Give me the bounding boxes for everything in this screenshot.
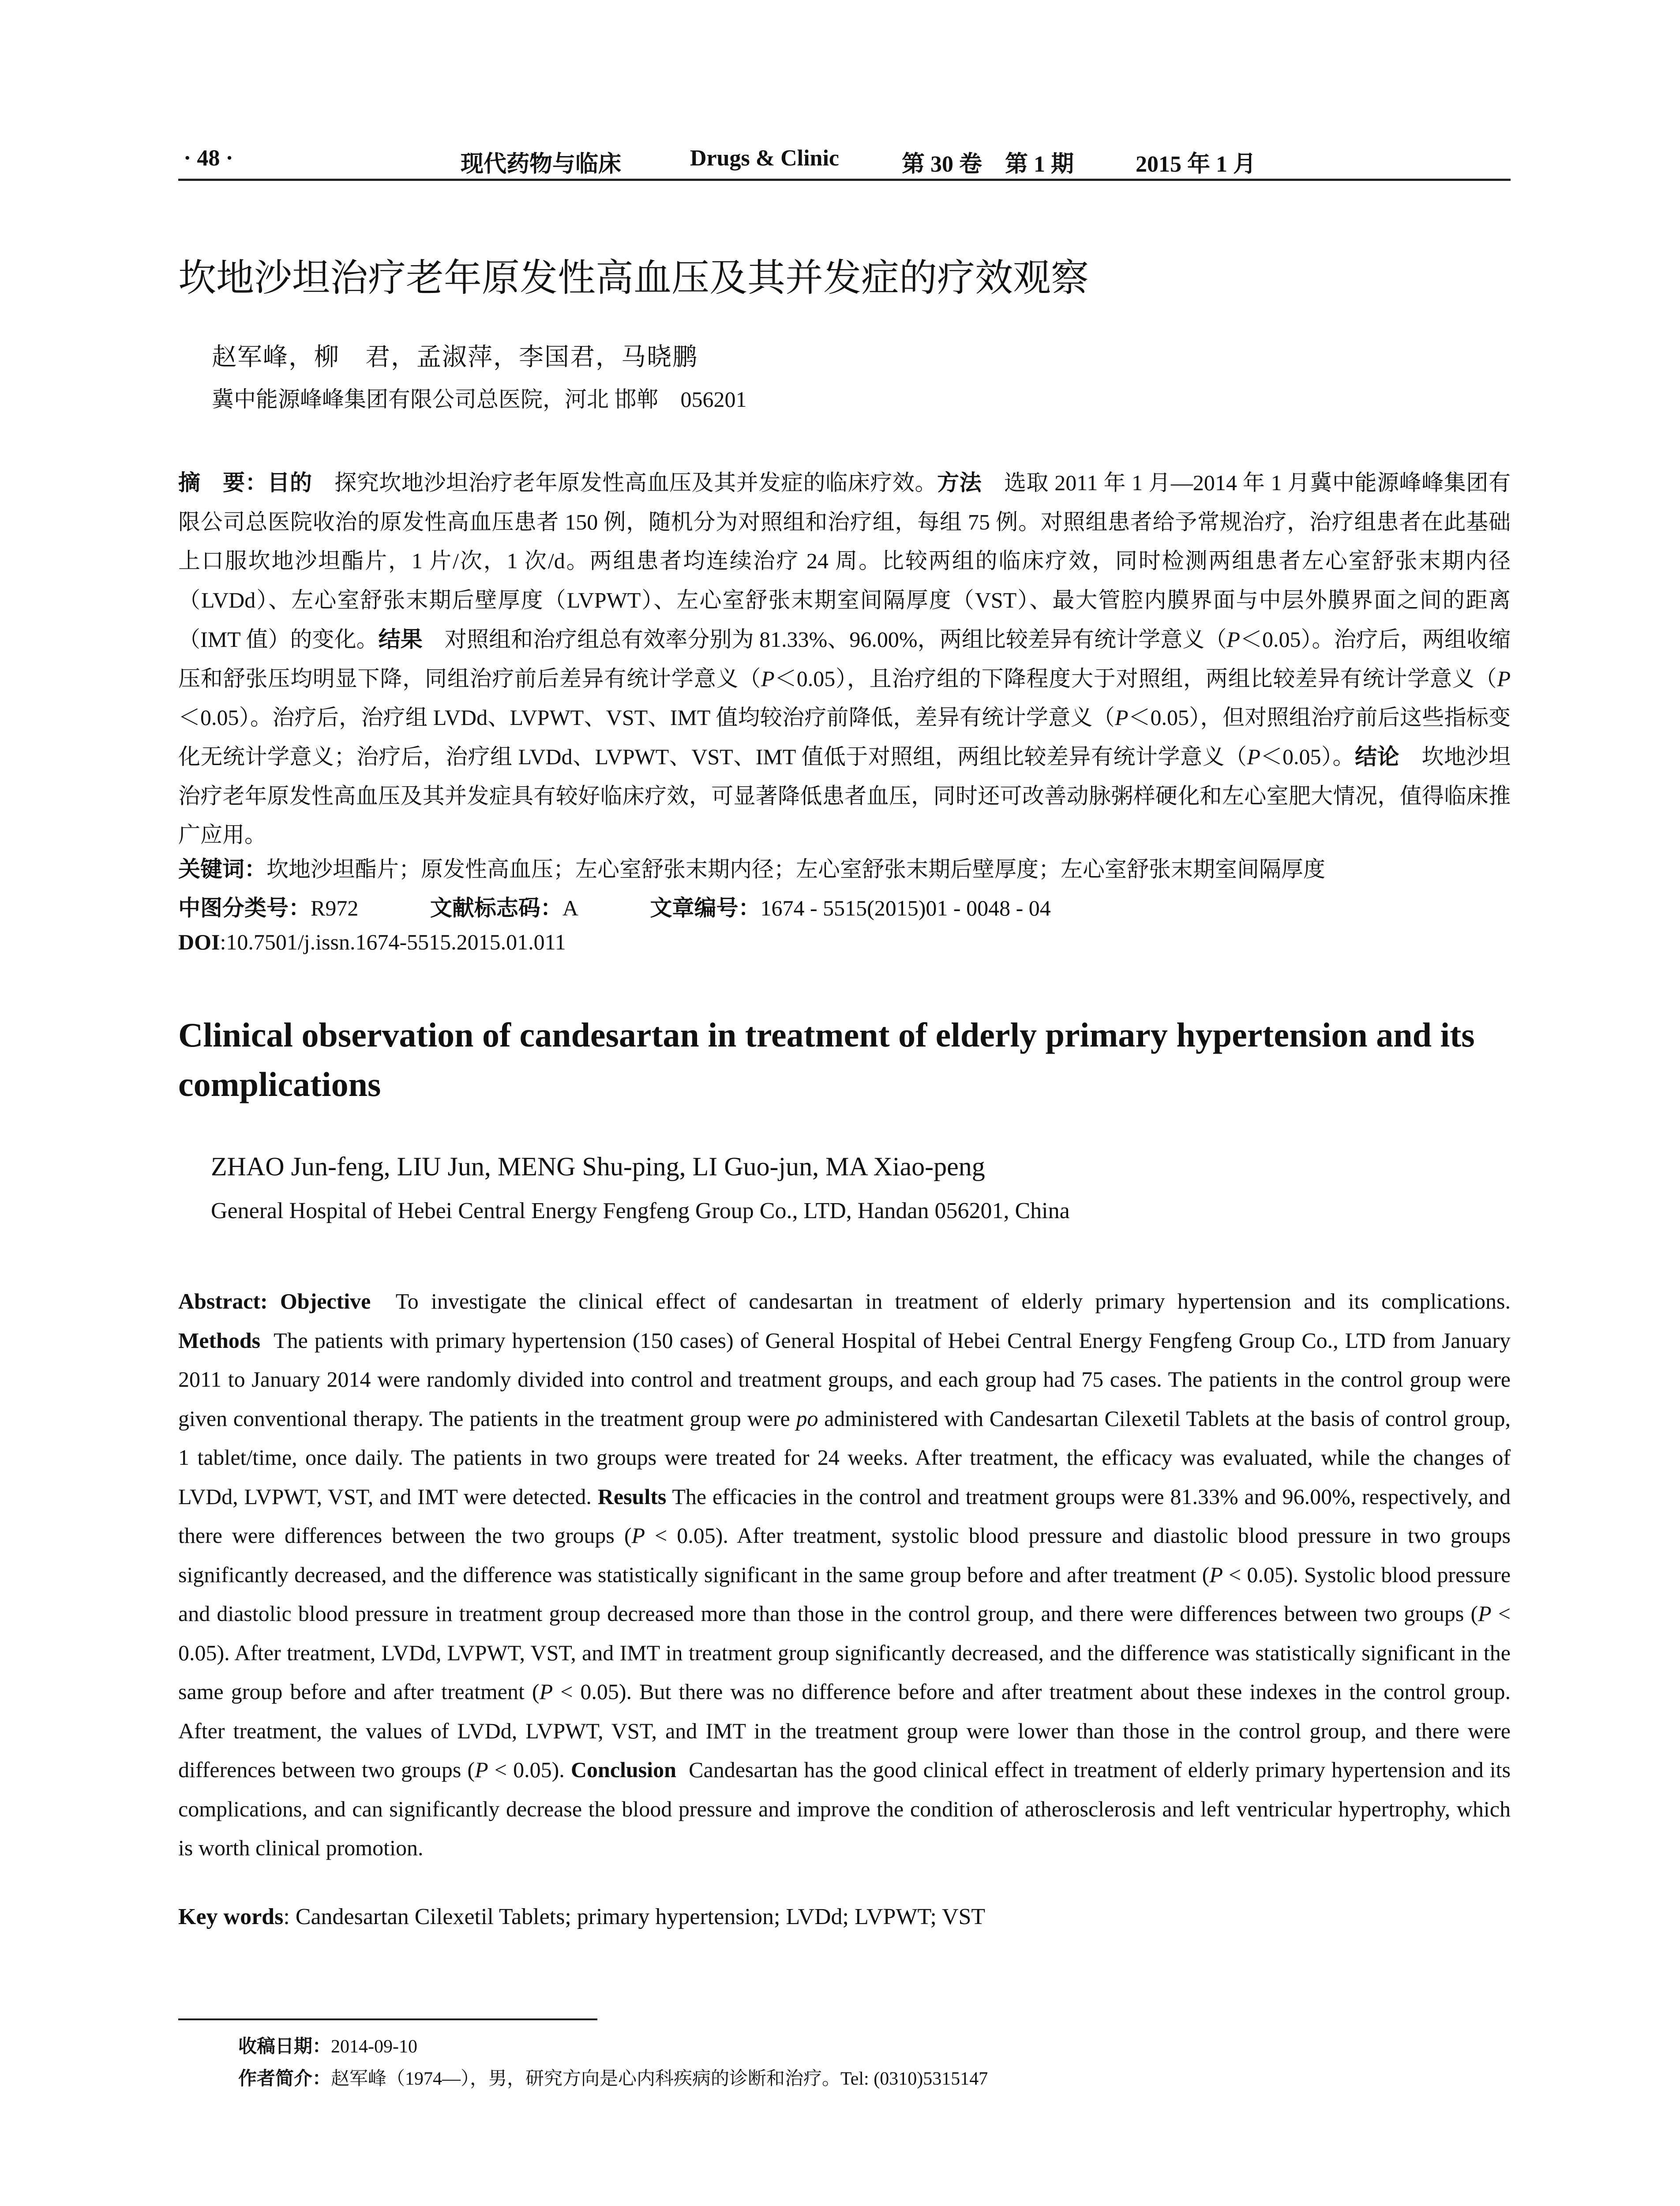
cn-results-text: ＜0.05），但对照组治疗前后这些指标变化无统计学意义；治疗后，治疗组 LVDd、LVPWT、VST、IMT 值低于对照组，两组比较差异有统计学意义（ — [178, 705, 1511, 769]
p-symbol: P — [1247, 744, 1260, 769]
cn-abstract-label: 摘 要： — [178, 470, 268, 495]
document-code-label: 文献标志码： — [430, 896, 562, 920]
p-symbol: P — [761, 666, 775, 691]
page-number: · 48 · — [184, 146, 233, 171]
en-authors: ZHAO Jun-feng, LIU Jun, MENG Shu-ping, LI Guo-jun, MA Xiao-peng — [211, 1152, 985, 1181]
cn-authors: 赵军峰，柳 君，孟淑萍，李国君，马晓鹏 — [212, 344, 698, 371]
cn-results-text: ＜0.05）。治疗后，两组收缩压和舒张压均明显下降，同组治疗前后差异有统计学意义（ — [178, 627, 1511, 691]
cn-keywords-text: 坎地沙坦酯片；原发性高血压；左心室舒张末期内径；左心室舒张末期后壁厚度；左心室舒张末期室间隔厚度 — [266, 857, 1325, 882]
en-methods-text: The patients with primary hypertension (150 cases) of General Hospital of Hebei Central Energy Fengfeng Group Co., LTD from January 2011 to January 2014 were randomly divided into control and treatment groups, and each group had 75 cases. The patients in the control group were given conventional therapy. The patients in the treatment group were — [178, 1328, 1511, 1431]
doi-label: DOI — [178, 930, 220, 954]
en-methods-label: Methods — [178, 1328, 261, 1353]
route-po: po — [796, 1406, 818, 1431]
cn-conclusion: 坎地沙坦治疗老年原发性高血压及其并发症具有较好临床疗效，可显著降低患者血压，同时还可改善动脉粥样硬化和左心室肥大情况，值得临床推广应用。 — [178, 744, 1511, 848]
p-symbol: P — [475, 1757, 488, 1782]
en-title: Clinical observation of candesartan in treatment of elderly primary hypertension and its complications — [178, 1016, 1475, 1103]
en-results-text: < 0.05). After treatment, LVDd, LVPWT, VST, and IMT in treatment group significantly decreased, and the difference was statistically significant in the same group before and after treatment ( — [178, 1601, 1511, 1704]
issue-date: 2015 年 1 月 — [1136, 152, 1256, 177]
article-number-value: 1674 - 5515(2015)01 - 0048 - 04 — [760, 896, 1051, 920]
cn-results-text: ＜0.05），且治疗组的下降程度大于对照组，两组比较差异有统计学意义（ — [774, 666, 1497, 691]
p-symbol: P — [631, 1523, 645, 1548]
volume-issue: 第 30 卷 第 1 期 — [902, 152, 1074, 177]
doi — [178, 929, 566, 955]
cn-methods: 选取 2011 年 1 月—2014 年 1 月冀中能源峰峰集团有限公司总医院收治的原发性高血压患者 150 例，随机分为对照组和治疗组，每组 75 例。对照组患者给予常规治疗，治疗组患者在此基础上口服坎地沙坦酯片，1 片/次，1 次/d。两组患者均连续治疗 24 周。比较两组的临床疗效，同时检测两组患者左心室舒张末期内径（LVDd）、左心室舒张末期后壁厚度（LVPWT）、左心室舒张末期室间隔厚度（VST）、最大管腔内膜界面与中层外膜界面之间的距离（IMT 值）的变化。 — [178, 470, 1511, 652]
cn-objective: 探究坎地沙坦治疗老年原发性高血压及其并发症的临床疗效。 — [334, 470, 938, 495]
cn-results-text: ＜0.05）。治疗后，治疗组 LVDd、LVPWT、VST、IMT 值均较治疗前降低，差异有统计学意义（ — [178, 705, 1115, 730]
en-abstract-label: Abstract: Objective — [178, 1289, 371, 1313]
cn-results-label: 结果 — [378, 627, 423, 652]
cn-keywords-label: 关键词： — [178, 857, 266, 882]
p-symbol: P — [1114, 705, 1129, 730]
cn-title: 坎地沙坦治疗老年原发性高血压及其并发症的疗效观察 — [178, 256, 1089, 300]
en-results-text: < 0.05). After treatment, systolic blood pressure and diastolic blood pressure in two groups significantly decreased, and the difference was statistically significant in the same group before and after treatment ( — [178, 1523, 1511, 1587]
cn-keywords — [178, 852, 1325, 883]
p-symbol: P — [1209, 1562, 1223, 1587]
footnote-rule — [178, 2018, 597, 2020]
cn-conclusion-label: 结论 — [1355, 744, 1399, 769]
cn-objective-label: 目的 — [267, 470, 312, 495]
clc-number — [178, 896, 358, 920]
article-number — [650, 896, 1050, 920]
en-keywords-label: Key words — [178, 1904, 284, 1929]
en-conclusion: Candesartan has the good clinical effect in treatment of elderly primary hypertension and its complications, and can significantly decrease the blood pressure and improve the condition of atherosclerosis and left ventricular hypertrophy, which is worth clinical promotion. — [178, 1757, 1511, 1860]
p-symbol: P — [1226, 627, 1240, 652]
author-bio-label: 作者简介： — [238, 2069, 331, 2089]
en-abstract — [178, 1282, 1511, 1868]
journal-name-cn: 现代药物与临床 — [461, 152, 622, 177]
running-header — [178, 143, 1511, 181]
doi-value: :10.7501/j.issn.1674-5515.2015.01.011 — [220, 930, 566, 954]
en-results-label: Results — [597, 1484, 667, 1509]
en-objective: To investigate the clinical effect of candesartan in treatment of elderly primary hypertension and its complications. — [395, 1289, 1511, 1313]
document-code-value: A — [562, 896, 578, 920]
cn-affiliation: 冀中能源峰峰集团有限公司总医院，河北 邯郸 056201 — [212, 387, 747, 412]
clc-label: 中图分类号： — [178, 896, 311, 920]
cn-results-text: 对照组和治疗组总有效率分别为 81.33%、96.00%，两组比较差异有统计学意义（ — [444, 627, 1227, 652]
cn-methods-label: 方法 — [937, 470, 982, 495]
en-conclusion-label: Conclusion — [570, 1757, 676, 1782]
document-code — [430, 896, 578, 920]
journal-name-en: Drugs & Clinic — [690, 146, 839, 171]
cn-classification — [178, 890, 1117, 922]
author-bio — [238, 2064, 988, 2090]
p-symbol: P — [1497, 666, 1511, 691]
en-keywords — [178, 1904, 985, 1930]
author-bio-text: 赵军峰（1974—），男，研究方向是心内科疾病的诊断和治疗。Tel: (0310)5315147 — [331, 2069, 988, 2089]
en-results-text: < 0.05). But there was no difference before and after treatment about these indexes in the control group. After treatment, the values of LVDd, LVPWT, VST, and IMT in the treatment group were lower than those in the control group, and there were differences between two groups ( — [178, 1679, 1511, 1782]
en-methods-text: administered with Candesartan Cilexetil Tablets at the basis of control group, 1 tablet/time, once daily. The patients in two groups were treated for 24 weeks. After treatment, the efficacy was evaluated, while the changes of LVDd, LVPWT, VST, and IMT were detected. — [178, 1406, 1511, 1509]
en-keywords-text: : Candesartan Cilexetil Tablets; primary hypertension; LVDd; LVPWT; VST — [283, 1904, 986, 1929]
en-results-text: < 0.05). — [494, 1757, 565, 1782]
cn-abstract — [178, 463, 1511, 855]
en-results-text: The efficacies in the control and treatment groups were 81.33% and 96.00%, respectively, and there were differences between the two groups ( — [178, 1484, 1511, 1548]
received-value: 2014-09-10 — [331, 2037, 417, 2057]
clc-value: R972 — [311, 896, 359, 920]
received-date — [238, 2032, 417, 2058]
p-symbol: P — [539, 1679, 553, 1704]
en-results-text: < 0.05). Systolic blood pressure and diastolic blood pressure in treatment group decreased more than those in the control group, and there were differences between two groups ( — [178, 1562, 1511, 1626]
cn-results-text: ＜0.05）。 — [1260, 744, 1355, 769]
article-number-label: 文章编号： — [650, 896, 761, 920]
en-affiliation: General Hospital of Hebei Central Energy Fengfeng Group Co., LTD, Handan 056201, China — [211, 1198, 1070, 1223]
p-symbol: P — [1478, 1601, 1492, 1626]
received-label: 收稿日期： — [238, 2037, 331, 2057]
